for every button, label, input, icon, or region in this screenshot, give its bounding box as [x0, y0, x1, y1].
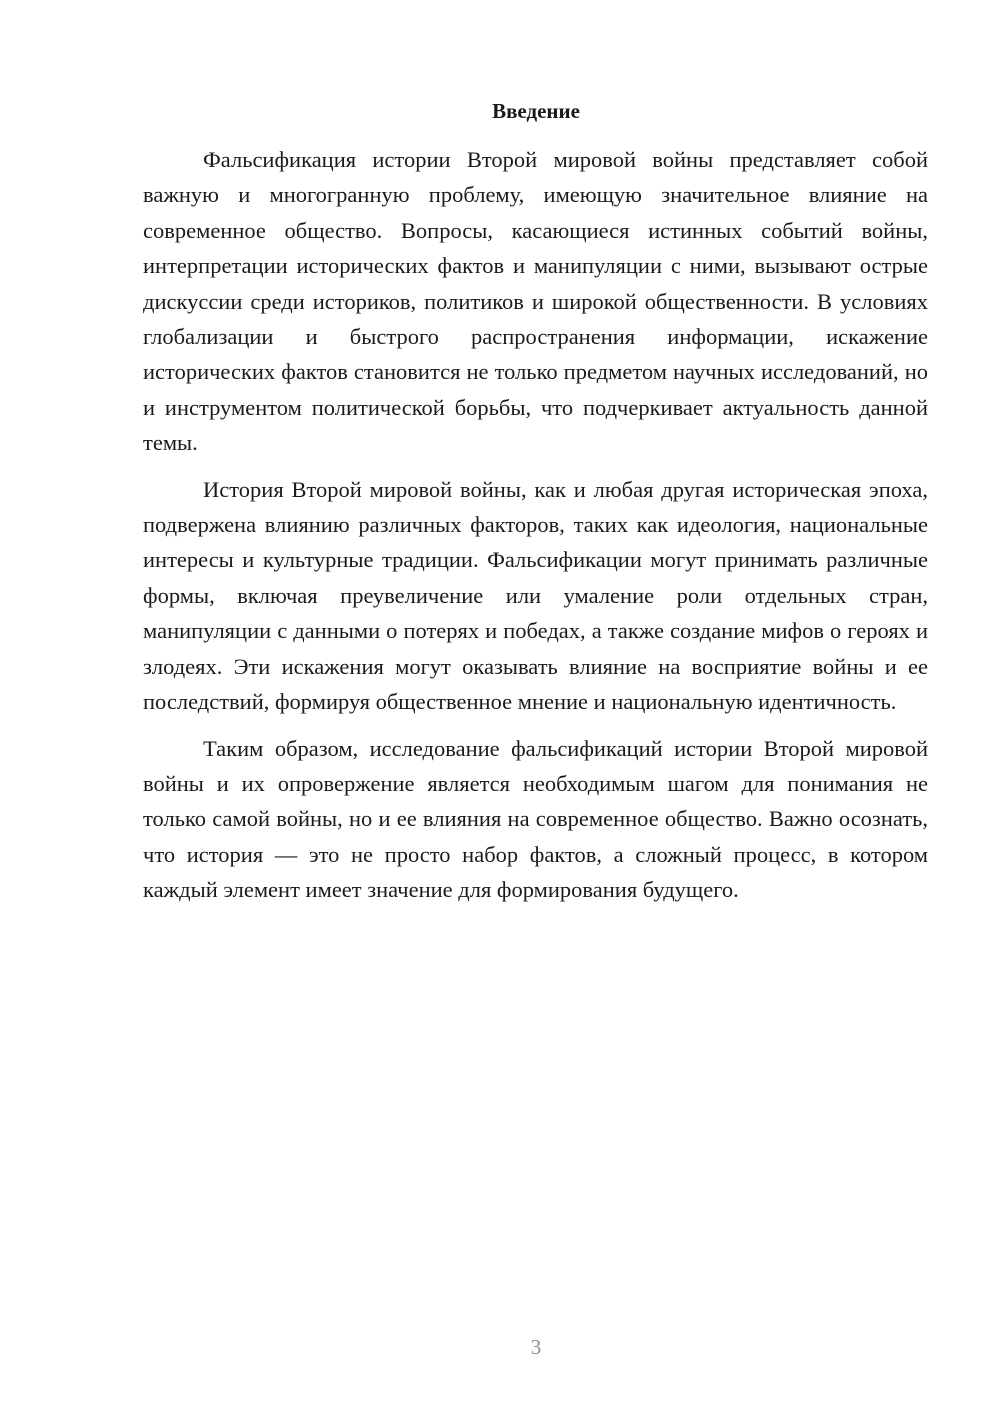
- paragraph-1: Фальсификация истории Второй мировой войны представляет собой важную и многогранную проблему, имеющую значительное влияние на современное общество. Вопросы, касающиеся истинных событий войны, интерпретации исторических фактов и манипуляции с ними, вызывают острые дискуссии среди историков, политиков и широкой общественности. В условиях глобализации и быстрого распространения информации, искажение исторических фактов становится не только предметом научных исследований, но и инструментом политической борьбы, что подчеркивает актуальность данной темы.: [143, 147, 928, 456]
- section-heading: [0, 99, 1000, 123]
- page-number: 3: [530, 1335, 542, 1359]
- body-text: [143, 142, 928, 919]
- paragraph-2: История Второй мировой войны, как и любая другая историческая эпоха, подвержена влиянию различных факторов, таких как идеология, национальные интересы и культурные традиции. Фальсификации могут принимать различные формы, включая преувеличение или умаление роли отдельных стран, манипуляции с данными о потерях и победах, а также создание мифов о героях и злодеях. Эти искажения могут оказывать влияние на восприятие войны и ее последствий, формируя общественное мнение и национальную идентичность.: [143, 476, 928, 715]
- section-heading-text: Введение: [492, 99, 580, 123]
- paragraph-3: Таким образом, исследование фальсификаций истории Второй мировой войны и их опровержение является необходимым шагом для понимания не только самой войны, но и ее влияния на современное общество. Важно осознать, что история — это не просто набор фактов, а сложный процесс, в котором каждый элемент имеет значение для формирования будущего.: [143, 735, 928, 903]
